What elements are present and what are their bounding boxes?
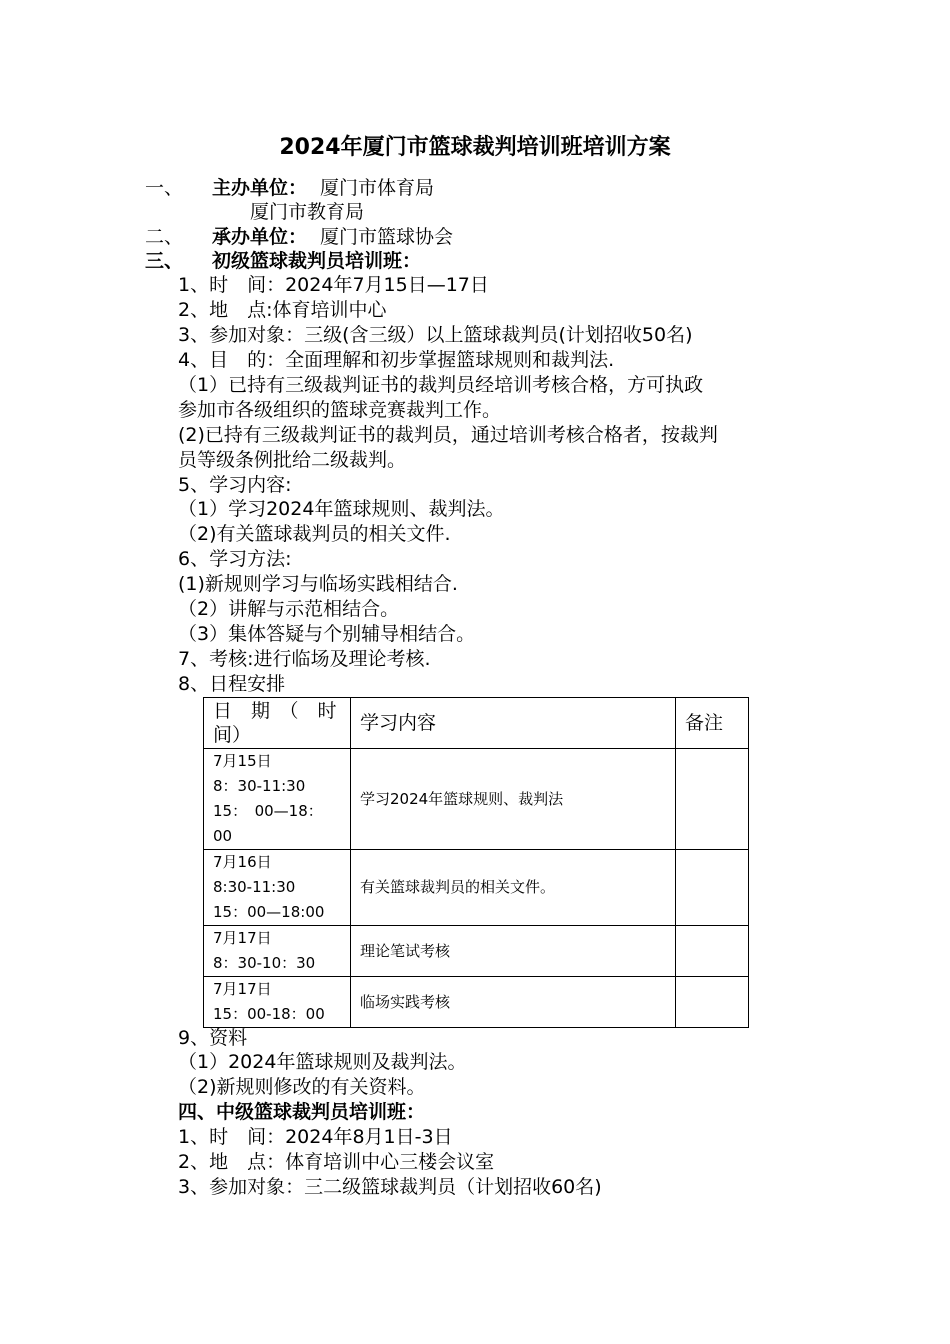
intermediate-participants: 3、参加对象：三二级篮球裁判员（计划招收60名) [178,1176,602,1198]
section-1-value: 厦门市体育局 [320,177,435,199]
row-content: 有关篮球裁判员的相关文件。 [351,850,676,926]
junior-purpose: 4、目 的：全面理解和初步掌握篮球规则和裁判法. [178,349,615,371]
schedule-header-row [204,698,749,749]
junior-schedule-heading: 8、日程安排 [178,673,286,695]
header-study-content: 学习内容 [351,698,676,749]
junior-participants: 3、参加对象：三级(含三级）以上篮球裁判员(计划招收50名) [178,324,693,346]
row-remarks [676,926,749,977]
materials-item-1: （1）2024年篮球规则及裁判法。 [178,1051,467,1073]
table-row [204,749,749,850]
row-remarks [676,749,749,850]
table-row [204,926,749,977]
junior-study-method-item-1: (1)新规则学习与临场实践相结合. [178,573,458,595]
section-2-value: 厦门市篮球协会 [320,226,454,248]
section-2-number: 二、 [145,226,184,248]
junior-time: 1、时 间：2024年7月15日—17日 [178,274,489,296]
row-date-time: 7月17日 15：00-18：00 [204,977,351,1028]
row-date-time: 7月15日 8：30-11:30 15： 00—18： 00 [204,749,351,850]
junior-study-content-item-1: （1）学习2024年篮球规则、裁判法。 [178,498,505,520]
section-1-continuation: 厦门市教育局 [250,201,365,223]
section-2-label: 承办单位： [212,226,308,248]
header-date-time: 日 期 （ 时 间） [204,698,351,749]
intermediate-time: 1、时 间：2024年8月1日-3日 [178,1126,453,1148]
row-content: 理论笔试考核 [351,926,676,977]
row-date-time: 7月16日 8:30-11:30 15：00—18:00 [204,850,351,926]
junior-location: 2、地 点:体育培训中心 [178,299,387,321]
row-remarks [676,850,749,926]
junior-study-method: 6、学习方法: [178,548,292,570]
table-row [204,850,749,926]
junior-study-method-item-3: （3）集体答疑与个别辅导相结合。 [178,623,476,645]
row-content: 临场实践考核 [351,977,676,1028]
document-title: 2024年厦门市篮球裁判培训班培训方案 [279,135,671,160]
row-remarks [676,977,749,1028]
junior-study-content-item-2: （2)有关篮球裁判员的相关文件. [178,523,451,545]
row-date-time: 7月17日 8：30-10：30 [204,926,351,977]
section-1-number: 一、 [145,177,184,199]
schedule-table [203,697,749,1028]
row-content: 学习2024年篮球规则、裁判法 [351,749,676,850]
junior-purpose-item-1b: 参加市各级组织的篮球竞赛裁判工作。 [178,399,502,421]
materials-heading: 9、资料 [178,1027,248,1049]
intermediate-location: 2、地 点：体育培训中心三楼会议室 [178,1151,495,1173]
table-row [204,977,749,1028]
junior-study-content: 5、学习内容: [178,474,292,496]
section-4-heading: 四、中级篮球裁判员培训班： [178,1101,426,1123]
section-3-heading: 初级篮球裁判员培训班： [212,250,422,272]
junior-purpose-item-2a: (2)已持有三级裁判证书的裁判员，通过培训考核合格者，按裁判 [178,424,718,446]
junior-study-method-item-2: （2）讲解与示范相结合。 [178,598,400,620]
junior-assessment: 7、考核:进行临场及理论考核. [178,648,431,670]
section-3-number: 三、 [145,250,184,272]
junior-purpose-item-1a: （1）已持有三级裁判证书的裁判员经培训考核合格，方可执政 [178,374,704,396]
junior-purpose-item-2b: 员等级条例批给二级裁判。 [178,449,407,471]
materials-item-2: （2)新规则修改的有关资料。 [178,1076,426,1098]
header-remarks: 备注 [676,698,749,749]
section-1-label: 主办单位： [212,177,308,199]
